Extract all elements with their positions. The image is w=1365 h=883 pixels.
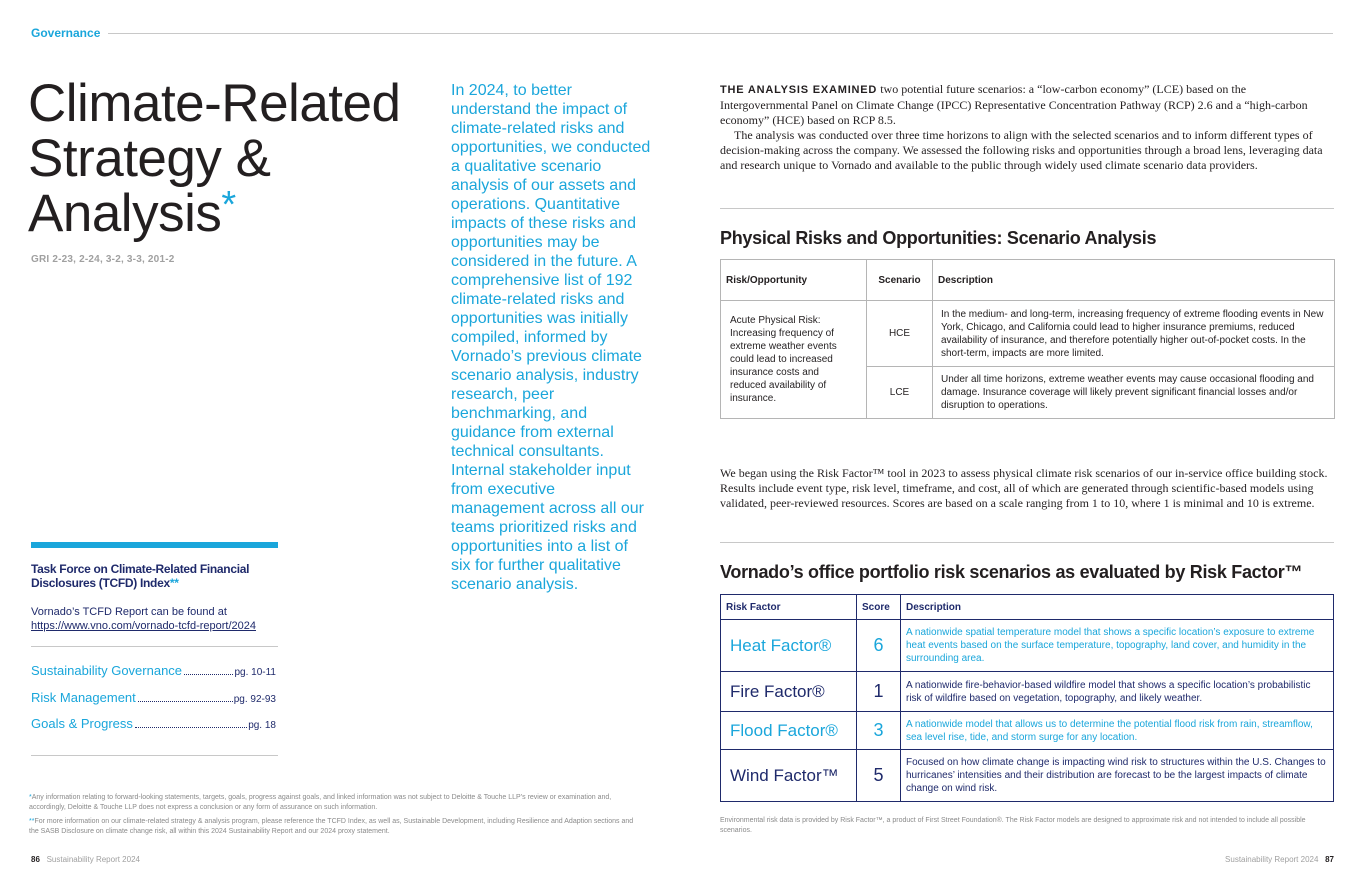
risk-factor-name: Flood Factor® xyxy=(721,712,857,750)
footer-left-text: Sustainability Report 2024 xyxy=(46,855,140,864)
risk-factor-score: 5 xyxy=(857,750,901,802)
description-cell: In the medium- and long-term, increasing frequency of extreme flooding events in New York, Chicago, and California could lead to higher insurance premiums, reduced availability of insurance, and therefore potentially higher out-of-pocket costs. In the short-term, impacts are more limited. xyxy=(933,301,1335,367)
analysis-paragraph-2: The analysis was conducted over three time horizons to align with the selected scenarios and to inform different types of decision-making across the company. We assessed the following risks and opportunities through a broad lens, leveraging data and research unique to Vornado and available to the public through widely used climate scenario data providers. xyxy=(720,128,1323,172)
analysis-paragraph-1 xyxy=(720,82,1335,128)
table-row xyxy=(721,712,1334,750)
analysis-lead-in: THE ANALYSIS EXAMINED xyxy=(720,84,878,96)
reference-label[interactable]: Sustainability Governance xyxy=(31,663,183,678)
title-line-3-text: Analysis xyxy=(28,184,222,243)
risk-factor-description: A nationwide fire-behavior-based wildfire model that shows a specific location’s probabilistic risk of wildfire based on vegetation, topography, and likely weather. xyxy=(901,672,1334,712)
portfolio-risk-heading: Vornado’s office portfolio risk scenarios as evaluated by Risk Factor™ xyxy=(720,562,1303,582)
physical-risks-heading: Physical Risks and Opportunities: Scenario Analysis xyxy=(720,228,1157,248)
scenario-cell: LCE xyxy=(867,367,933,419)
risk-factor-paragraph: We began using the Risk Factor™ tool in 2023 to assess physical climate risk scenarios of our in-service office building stock. Results include event type, risk level, timeframe, and cost, all of which are generated through scientific-based models using validated, peer-reviewed resources. Scores are based on a scale ranging from 1 to 10, where 1 is minimal and 10 is extreme. xyxy=(720,466,1328,510)
footer-right-text: Sustainability Report 2024 xyxy=(1225,855,1319,864)
gri-references: GRI 2-23, 2-24, 3-2, 3-3, 201-2 xyxy=(31,254,175,265)
risk-factor-table xyxy=(720,594,1334,802)
left-bottom-divider xyxy=(31,755,278,756)
risk-factor-description: Focused on how climate change is impacting wind risk to structures within the U.S. Changes to hurricanes’ intensities and their distribution are forecast to be the largest impacts of climate change on wind risk. xyxy=(901,750,1334,802)
section-label: Governance xyxy=(31,26,101,40)
table-row xyxy=(721,672,1334,712)
tcfd-footnote-mark: ** xyxy=(169,576,179,590)
table-header-row xyxy=(721,595,1334,620)
scenario-cell: HCE xyxy=(867,301,933,367)
footnote-1 xyxy=(29,793,639,813)
column-header: Scenario xyxy=(867,260,933,301)
leader-dots xyxy=(138,701,233,702)
intro-paragraph: In 2024, to better understand the impact of climate-related risks and opportunities, we conducted a qualitative scenario analysis of our assets and operations. Quantitative impacts of these risks and opportunities may be considered in the future. A comprehensive list of 192 climate-related risks and opportunities was initially compiled, informed by Vornado’s previous climate scenario analysis, industry research, peer benchmarking, and guidance from external technical consultants. Internal stakeholder input from executive management across all our teams prioritized risks and opportunities into a list of six for further qualitative scenario analysis. xyxy=(451,82,651,593)
tcfd-title xyxy=(31,562,291,590)
tcfd-divider xyxy=(31,646,278,647)
risk-factor-description: A nationwide model that allows us to determine the potential flood risk from rain, streamflow, sea level rise, tide, and storm surge for any location. xyxy=(901,712,1334,750)
column-header: Score xyxy=(857,595,901,620)
title-line-3 xyxy=(28,186,448,241)
tcfd-text-line: Vornado’s TCFD Report can be found at xyxy=(31,606,227,618)
page-number-left: 86 xyxy=(31,855,40,864)
analysis-text xyxy=(720,82,1335,173)
reference-link-row[interactable] xyxy=(31,690,276,705)
page-title xyxy=(28,76,448,241)
tcfd-title-text: Task Force on Climate-Related Financial Disclosures (TCFD) Index xyxy=(31,562,250,590)
footnote-2-mark: ** xyxy=(29,818,35,825)
reference-link-row[interactable] xyxy=(31,716,276,731)
table-row xyxy=(721,301,1335,367)
footer-right xyxy=(1200,855,1334,864)
risk-factor-name: Heat Factor® xyxy=(721,620,857,672)
table-header-row xyxy=(721,260,1335,301)
table-row xyxy=(721,750,1334,802)
risk-factor-name: Wind Factor™ xyxy=(721,750,857,802)
title-asterisk: * xyxy=(221,184,236,226)
right-divider-1 xyxy=(720,208,1334,209)
risk-factor-description: A nationwide spatial temperature model that shows a specific location’s exposure to extreme heat events based on the surface temperature, topography, land cover, and humidity in the surrounding area. xyxy=(901,620,1334,672)
tcfd-report-link[interactable]: https://www.vno.com/vornado-tcfd-report/2024 xyxy=(31,620,256,632)
column-header: Description xyxy=(901,595,1334,620)
title-line-2: Strategy & xyxy=(28,129,271,188)
risk-factor-score: 3 xyxy=(857,712,901,750)
footer-left xyxy=(31,855,140,864)
tcfd-accent-bar xyxy=(31,542,278,548)
table-row xyxy=(721,620,1334,672)
footnote-2 xyxy=(29,817,639,837)
reference-page: pg. 92-93 xyxy=(233,694,276,705)
reference-label[interactable]: Risk Management xyxy=(31,690,136,705)
column-header: Risk/Opportunity xyxy=(721,260,867,301)
header-divider xyxy=(108,33,1333,34)
reference-page: pg. 10-11 xyxy=(234,667,276,678)
leader-dots xyxy=(184,674,233,675)
reference-link-row[interactable] xyxy=(31,663,276,678)
description-cell: Under all time horizons, extreme weather events may cause occasional flooding and damage. Insurance coverage will likely prevent significant financial losses and/or disruption to operations. xyxy=(933,367,1335,419)
risk-factor-score: 1 xyxy=(857,672,901,712)
risk-cell: Acute Physical Risk: Increasing frequency of extreme weather events could lead to increased insurance costs and reduced availability of insurance. xyxy=(721,301,867,419)
footnote-2-text: For more information on our climate-related strategy & analysis program, please reference the TCFD Index, as well as, Sustainable Development, including Resilience and Adaption sections and the SASB Disclosure on climate change risk, all within this 2024 Sustainability Report and our 2024 proxy statement. xyxy=(29,818,634,835)
reference-label[interactable]: Goals & Progress xyxy=(31,716,133,731)
risk-factor-source-note: Environmental risk data is provided by Risk Factor™, a product of First Street Foundation®. The Risk Factor models are designed to approximate risk and not intended to include all possible scenarios. xyxy=(720,817,1306,834)
right-divider-2 xyxy=(720,542,1334,543)
leader-dots xyxy=(135,727,247,728)
title-line-1: Climate-Related xyxy=(28,74,401,133)
page-number-right: 87 xyxy=(1325,855,1334,864)
risk-factor-name: Fire Factor® xyxy=(721,672,857,712)
analysis-paragraph-1-text: two potential future scenarios: a “low-carbon economy” (LCE) based on the Intergovernmental Panel on Climate Change (IPCC) Representative Concentration Pathway (RCP) 2.6 and a “high-carbon economy” (HCE) based on RCP 8.5. xyxy=(720,82,1308,127)
column-header: Risk Factor xyxy=(721,595,857,620)
column-header: Description xyxy=(933,260,1335,301)
footnote-1-text: Any information relating to forward-looking statements, targets, goals, progress against goals, and linked information was not subject to Deloitte & Touche LLP’s review or examination and, accordingly, Deloitte & Touche LLP does not express a conclusion or any form of assurance on such information. xyxy=(29,794,612,811)
physical-risks-table xyxy=(720,259,1335,419)
risk-factor-score: 6 xyxy=(857,620,901,672)
footnote-1-mark: * xyxy=(29,794,32,801)
reference-page: pg. 18 xyxy=(248,720,276,731)
tcfd-text xyxy=(31,605,291,633)
